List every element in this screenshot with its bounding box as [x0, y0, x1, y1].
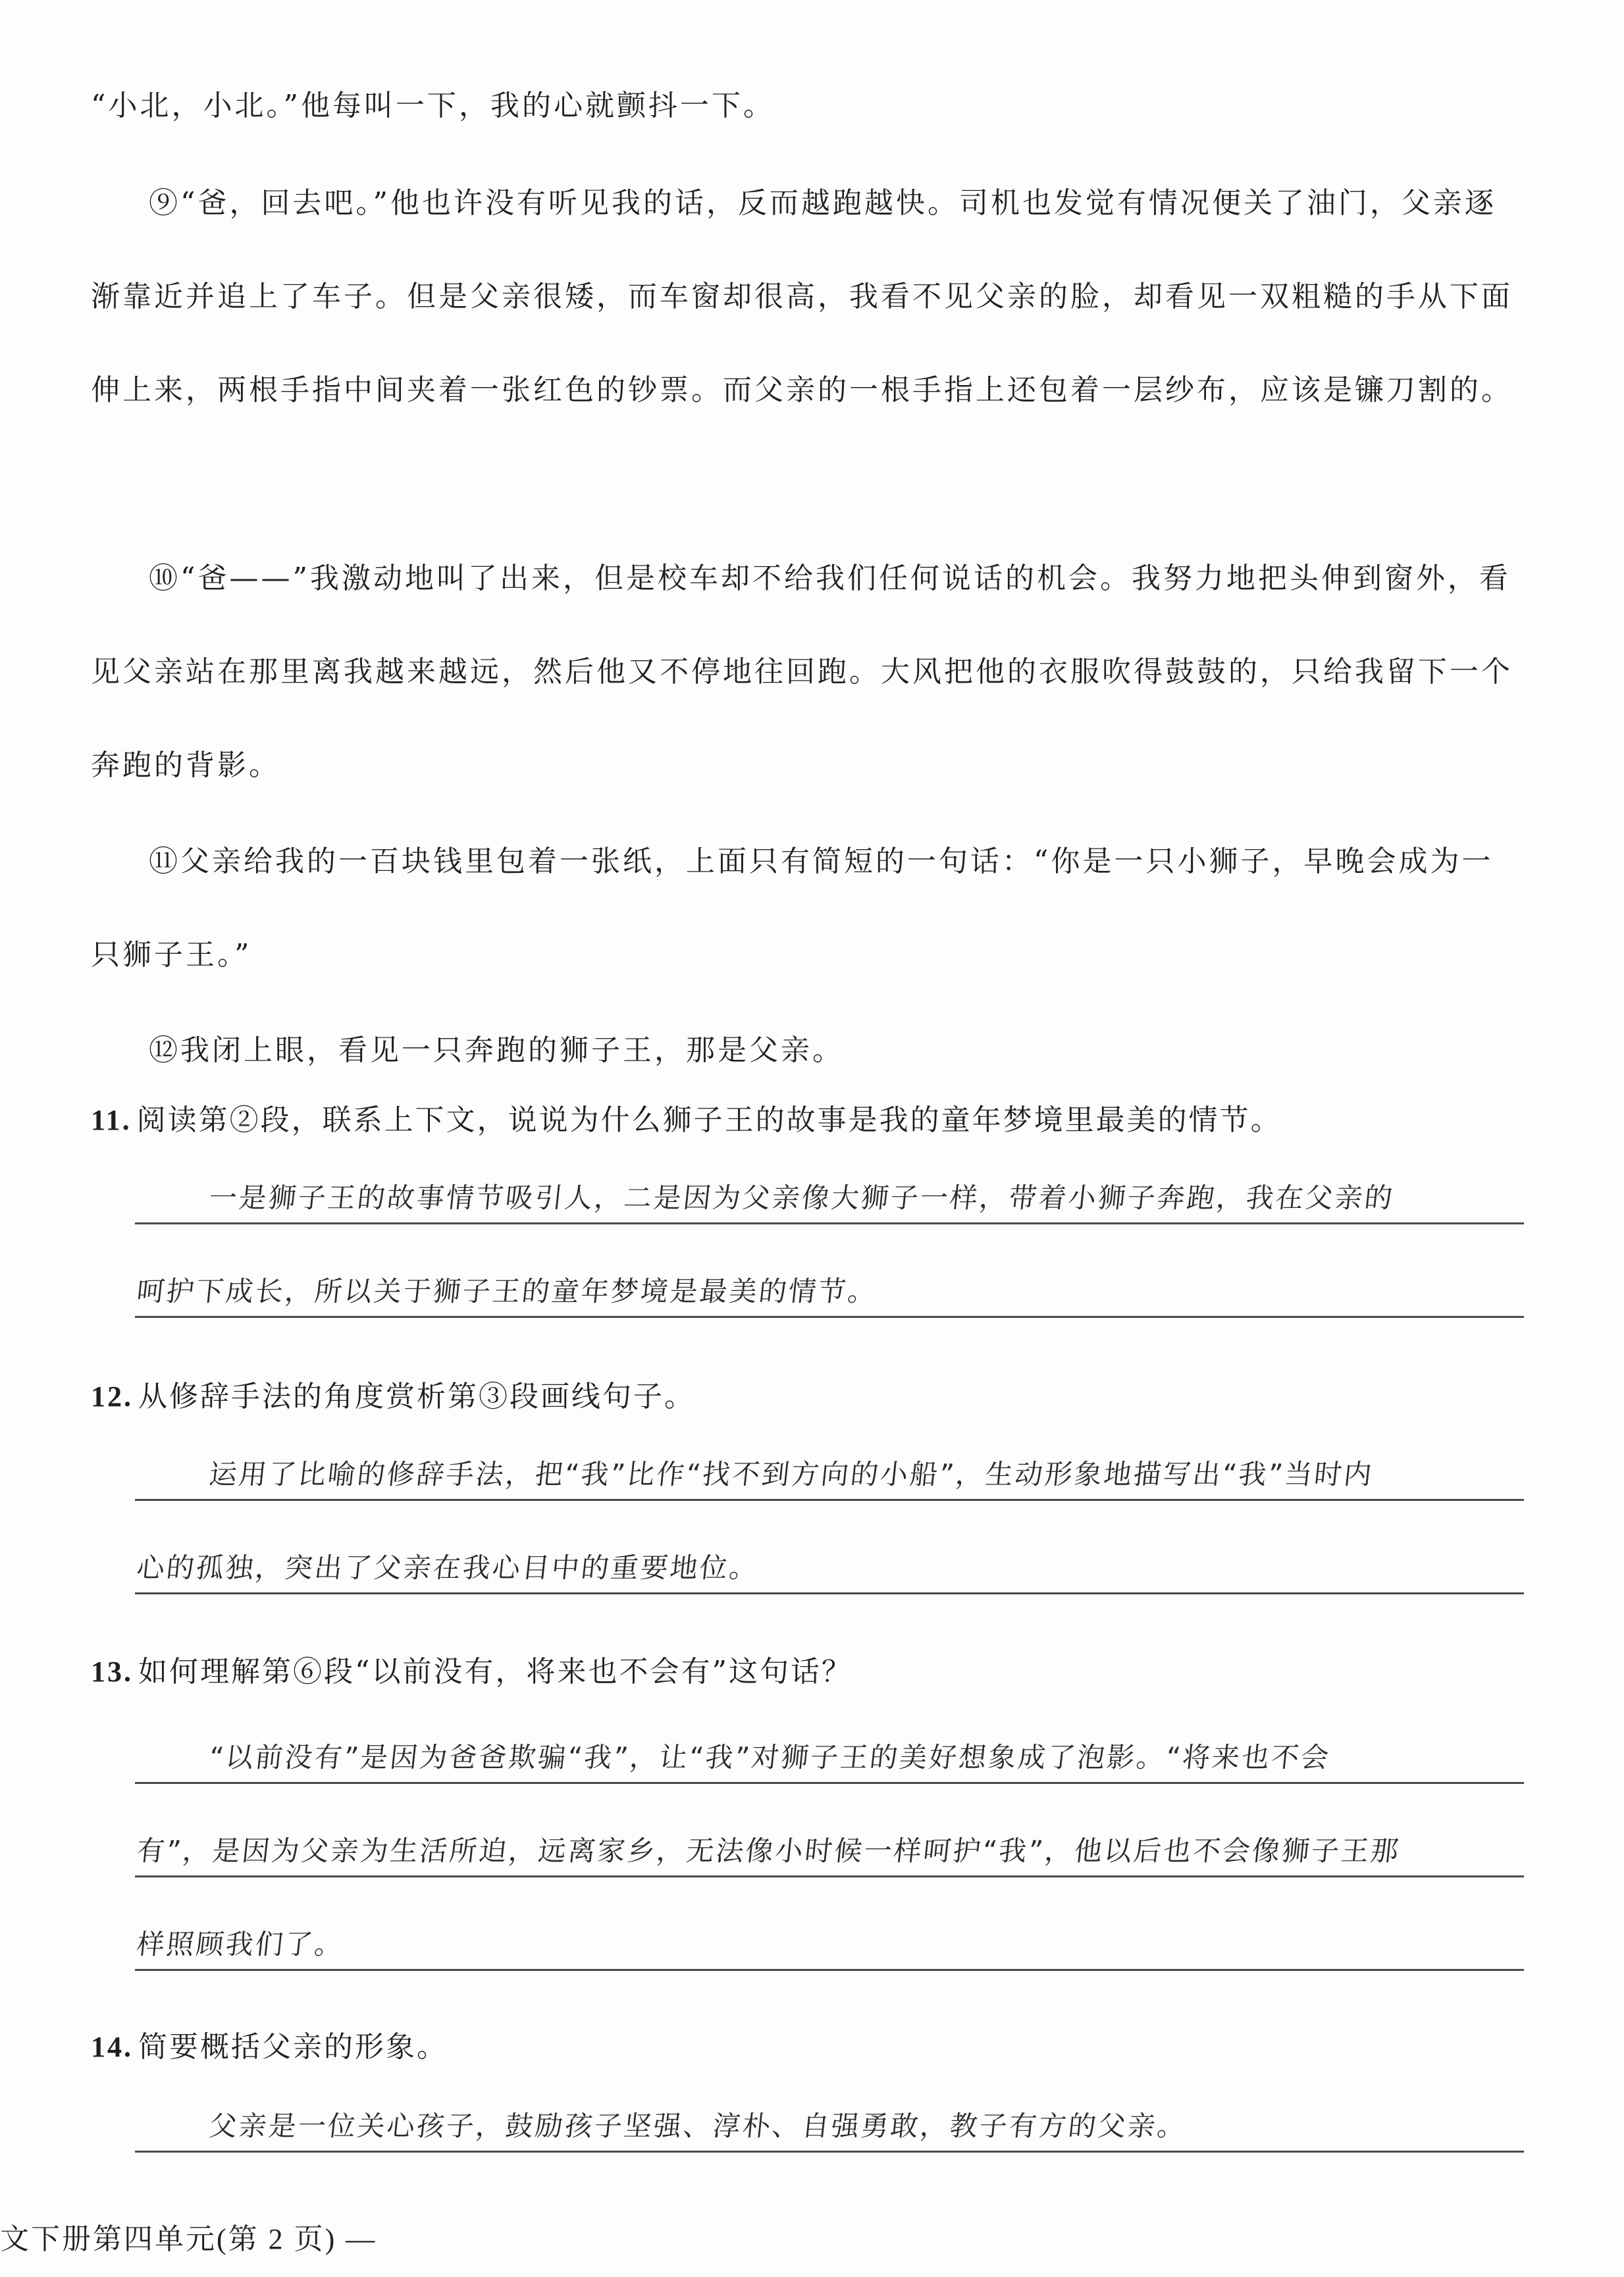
handwritten-answer: 心的孤独，突出了父亲在我心目中的重要地位。 — [135, 1552, 761, 1584]
question-number: 14. — [91, 2031, 133, 2063]
passage-paragraph-8-tail: “小北，小北。”他每叫一下，我的心就颤抖一下。 — [91, 89, 775, 122]
answer-12 — [135, 1448, 1524, 1594]
question-13 — [91, 1652, 1526, 1692]
answer-line — [135, 1224, 1524, 1318]
question-12 — [91, 1377, 1526, 1417]
answer-line — [135, 1784, 1524, 1877]
answer-line — [135, 1172, 1524, 1224]
passage-paragraph-10: ⑩“爸——”我激动地叫了出来，但是校车却不给我们任何说话的机会。我努力地把头伸到窗外，看见父亲站在那里离我越来越远，然后他又不停地往回跑。大风把他的衣服吹得鼓鼓的，只给我留下一个奔跑的背影。 — [91, 562, 1513, 782]
question-number: 13. — [91, 1656, 133, 1688]
answer-line — [135, 1501, 1524, 1594]
question-number: 12. — [91, 1380, 133, 1413]
passage-paragraph-11: ⑪父亲给我的一百块钱里包着一张纸，上面只有简短的一句话：“你是一只小狮子，早晚会成为一只狮子王。” — [91, 845, 1494, 972]
handwritten-answer: 一是狮子王的故事情节吸引人，二是因为父亲像大狮子一样，带着小狮子奔跑，我在父亲的 — [207, 1182, 1396, 1214]
question-text: 阅读第②段，联系上下文，说说为什么狮子王的故事是我的童年梦境里最美的情节。 — [136, 1103, 1282, 1137]
handwritten-answer: 呵护下成长，所以关于狮子王的童年梦境是最美的情节。 — [135, 1275, 879, 1307]
question-11 — [91, 1101, 1526, 1140]
answer-line — [135, 1731, 1524, 1784]
passage-paragraph-12: ⑫我闭上眼，看见一只奔跑的狮子王，那是父亲。 — [149, 1034, 844, 1067]
handwritten-answer: “以前没有”是因为爸爸欺骗“我”，让“我”对狮子王的美好想象成了泡影。“将来也不会 — [207, 1741, 1332, 1773]
question-text: 如何理解第⑥段“以前没有，将来也不会有”这句话？ — [138, 1655, 852, 1688]
answer-line — [135, 1448, 1524, 1501]
handwritten-answer: 样照顾我们了。 — [135, 1928, 346, 1960]
question-14 — [91, 2028, 1526, 2067]
question-text: 简要概括父亲的形象。 — [138, 2030, 448, 2064]
answer-11 — [135, 1172, 1524, 1318]
question-text: 从修辞手法的角度赏析第③段画线句子。 — [138, 1380, 695, 1413]
answer-13 — [135, 1731, 1524, 1971]
answer-line — [135, 2100, 1524, 2153]
passage-paragraph-9: ⑨“爸，回去吧。”他也许没有听见我的话，反而越跑越快。司机也发觉有情况便关了油门，父亲逐渐靠近并追上了车子。但是父亲很矮，而车窗却很高，我看不见父亲的脸，却看见一双粗糙的手从下面伸上来，两根手指中间夹着一张红色的钞票。而父亲的一根手指上还包着一层纱布，应该是镰刀割的。 — [91, 186, 1513, 407]
handwritten-answer: 运用了比喻的修辞手法，把“我”比作“找不到方向的小船”，生动形象地描写出“我”当时内 — [207, 1458, 1376, 1490]
answer-line — [135, 1877, 1524, 1971]
question-number: 11. — [91, 1104, 132, 1136]
handwritten-answer: 有”，是因为父亲为生活所迫，远离家乡，无法像小时候一样呵护“我”，他以后也不会像狮子王那 — [135, 1835, 1402, 1867]
page-footer: 文下册第四单元(第 2 页) — — [0, 2223, 377, 2255]
handwritten-answer: 父亲是一位关心孩子，鼓励孩子坚强、淳朴、自强勇敢，教子有方的父亲。 — [207, 2110, 1189, 2142]
answer-14 — [135, 2100, 1524, 2153]
